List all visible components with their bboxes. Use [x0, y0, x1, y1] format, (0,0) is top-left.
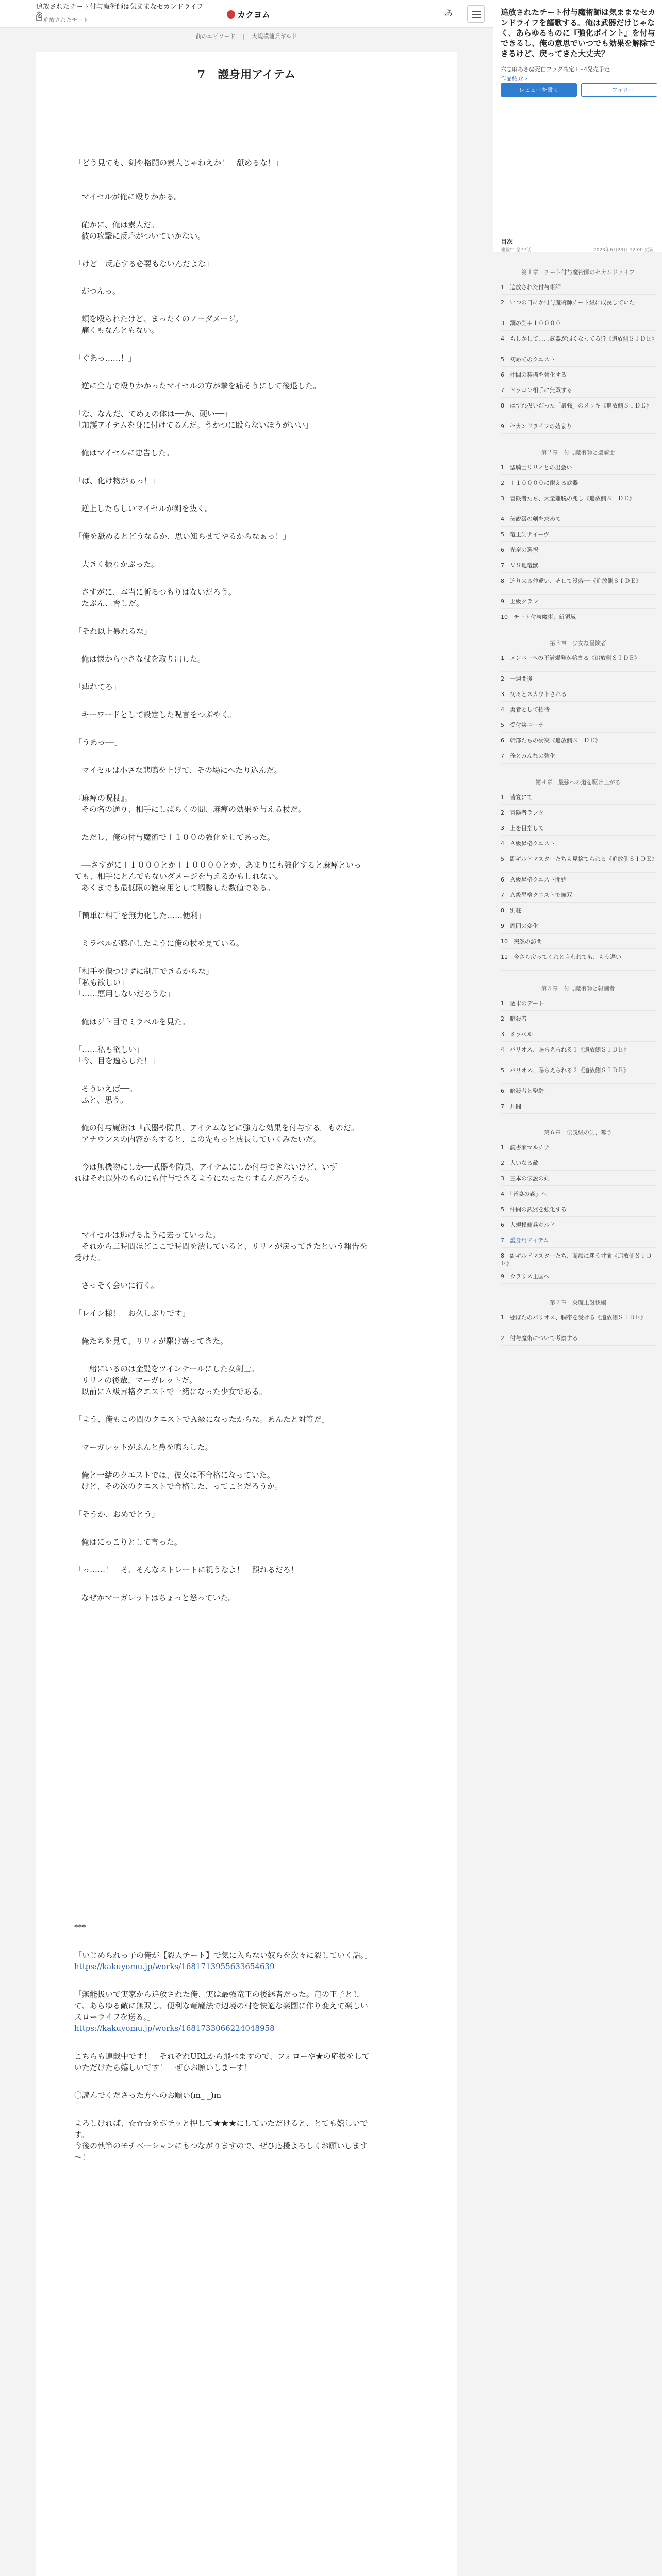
body-text-line: あくまでも最低限の護身用として調整した数値である。: [81, 883, 275, 892]
body-text-line: 「私も欲しい」: [74, 978, 129, 987]
work-link[interactable]: https://kakuyomu.jp/works/1681713955633654639: [74, 1962, 275, 1971]
body-text-line: がつんっ。: [81, 286, 121, 296]
work-info-card: [493, 0, 662, 252]
toc-episode-link[interactable]: 3 上を目指して: [501, 824, 655, 836]
toc-episode-link[interactable]: 5 バリオス、賜らえられる２《追放側ＳＩＤＥ》: [501, 1066, 655, 1084]
body-text-line: 「っ……！ そ、そんなストレートに祝うなよ！ 照れるだろ！」: [74, 1565, 306, 1574]
body-text-line: 「痺れてろ」: [74, 682, 121, 691]
language-toggle[interactable]: あ: [444, 8, 453, 18]
toc-episode-link[interactable]: 7 ドラゴン相手に無双する: [501, 386, 655, 398]
body-text-line: なぜかマーガレットはちょっと怒っていた。: [81, 1593, 236, 1602]
toc-episode-link[interactable]: 7 Ａ級昇格クエストで無双: [501, 891, 655, 903]
body-text-line: 受けた。: [74, 1253, 106, 1262]
body-text-line: ふと、思う。: [81, 1095, 128, 1105]
toc-section-heading: 第３章 少女な冒険者: [550, 640, 606, 647]
body-text-line: す。: [74, 2130, 89, 2139]
body-text-line: ミラベルが感心したように俺の杖を見ている。: [81, 939, 244, 948]
toc-episode-link[interactable]: 5 副ギルドマスターたちも見捨てられる《追放側ＳＩＤＥ》: [501, 855, 655, 873]
toc-episode-link[interactable]: 7 俺とみんなの強化: [501, 752, 655, 764]
toc-episode-link[interactable]: 2 付与魔術について考察する: [501, 1334, 655, 1346]
menu-icon-bar: [472, 11, 481, 12]
toc-episode-link[interactable]: 8 副ギルドマスターたち、商談に迷う寸前《追放側ＳＩＤＥ》: [501, 1252, 655, 1269]
body-text-line: 「簡単に相手を無力化した……便利」: [74, 911, 206, 920]
body-text-line: いただけたら嬉しいです！ ぜひお願いしまーす！: [74, 2063, 252, 2072]
body-text-line: ***: [74, 1923, 86, 1932]
toc-episode-link[interactable]: 6 光竜の選択: [501, 546, 655, 557]
body-text-line: ──さすがに＋１０００とか＋１００００とか、あまりにも強化すると麻痺といっ: [81, 860, 362, 870]
work-title[interactable]: 追放されたチート付与魔術師は気ままなセカンドライフを謳歌する。俺は武器だけじゃなく、あらゆるものに『強化ポイント』を付与できるし、俺の意思でいつでも効果を解除できるけど、戻ってきた大丈夫？: [501, 8, 656, 58]
menu-button[interactable]: [467, 5, 485, 23]
toc-episode-link[interactable]: 1 棚ぼたのバリオス、胴帯を受ける《追放側ＳＩＤＥ》: [501, 1314, 655, 1331]
toc-episode-link[interactable]: 1 追放された付与術師: [501, 283, 655, 295]
toc-episode-link[interactable]: 6 Ａ級昇格クエスト開始: [501, 876, 655, 887]
toc-episode-link[interactable]: 3 三本の伝説の剣: [501, 1175, 655, 1186]
episode-title-text: 護身用アイテム: [218, 68, 296, 81]
body-text-line: 俺はマイセルに忠告した。: [81, 448, 174, 457]
body-text-line: 一緒にいるのは金髪をツインテールにした女剣士。: [81, 1364, 259, 1374]
body-text-line: こちらも連載中です！ それぞれURLから飛べますので、フォローや★の応援をして: [74, 2052, 370, 2061]
toc-episode-link[interactable]: 6 仲間の装備を強化する: [501, 371, 655, 382]
body-text-line: その名の通り、相手にしばらくの間、麻痺の効果を与える杖だ。: [81, 805, 306, 814]
toc-episode-link[interactable]: 5 受付嬢ニーナ: [501, 721, 655, 733]
menu-icon-bar: [472, 17, 481, 18]
toc-episode-link[interactable]: 9 周囲の変化: [501, 922, 655, 934]
toc-episode-link[interactable]: 7 共闘: [501, 1103, 655, 1114]
body-text-line: 「けど一反応する必要もないんだよな」: [74, 259, 214, 268]
toc-episode-link[interactable]: 1 皆宴にて: [501, 793, 655, 805]
body-text-line: たぶん、脅しだ。: [81, 599, 144, 608]
body-text-line: 「今、目を逸らした！」: [74, 1056, 160, 1065]
toc-episode-link[interactable]: 9 セカンドライフの始まり: [501, 422, 655, 434]
body-text-line: 「いじめられっ子の俺が【殺人チート】で気に入らない奴らを次々に殺していく話。」: [74, 1951, 372, 1960]
toc-episode-link[interactable]: 11 今さら戻ってくれと言われても、もう遅い: [501, 953, 655, 971]
update-date: 2023年6月23日 12:00 更新: [593, 248, 654, 253]
body-text-line: スローライフを送る。」: [74, 2012, 155, 2022]
logo-text: カクヨム: [237, 10, 271, 20]
body-text-line: 「……悪用しないだろうな」: [74, 989, 175, 998]
author-name[interactable]: 六志麻あさ@死亡フラグ確定3～4発売予定: [501, 66, 610, 73]
body-text-line: さすがに、本当に斬るつもりはないだろう。: [81, 587, 236, 597]
episode-body: [36, 52, 457, 2576]
toc-episode-link[interactable]: 2 冒険者ランク: [501, 809, 655, 820]
body-text-line: 「な、なんだ、てめぇの体は──か、硬い──」: [74, 409, 232, 418]
toc-episode-link[interactable]: 4 もしかして……武器が弱くなってる!?《追放側ＳＩＤＥ》: [501, 335, 655, 352]
sidebar: [493, 0, 662, 2576]
body-text-line: 今後の執筆のモチベーションにもつながりますので、ぜひ応援よろしくお願いします: [74, 2141, 368, 2150]
body-text-line: ～！: [74, 2153, 90, 2162]
body-text-line: れはそれ以外のものにも付与できるようになったりするんだろうか。: [74, 1174, 315, 1183]
body-text-line: 今は無機物にしか──武器や防具、アイテムにしか付与できないけど、いず: [81, 1162, 337, 1172]
toc-episode-link[interactable]: 8 別荘: [501, 907, 655, 918]
toc-section-heading: 第５章 付与魔術師と報酬者: [541, 985, 615, 992]
toc-episode-link[interactable]: 10 チート付与魔術、新領域: [501, 613, 655, 624]
work-link[interactable]: https://kakuyomu.jp/works/1681733066224048958: [74, 2024, 275, 2033]
body-text-line: 「よう、俺もこの間のクエストでＡ級になったからな。あんたと対等だ」: [74, 1415, 329, 1424]
toc-section-heading: 第２章 付与魔術師と聖騎士: [541, 449, 615, 456]
body-text-line: よろしければ、☆☆☆をポチッと押して★★★にしていただけると、とても嬉しいで: [74, 2119, 368, 2128]
body-text-line: 「加護アイテムを身に付けてるんだ。うかつに殴らないほうがいい」: [74, 420, 313, 430]
prev-episode-label[interactable]: 前のエピソード: [195, 33, 236, 40]
body-text-line: 俺はにっこりとして言った。: [81, 1537, 182, 1547]
body-text-line: リリィの後輩、マーガレットだ。: [81, 1376, 197, 1385]
toc-heading: 目次: [501, 238, 514, 245]
body-text-line: マイセルが俺に殴りかかる。: [81, 192, 182, 201]
body-text-line: 「俺を舐めるとどうなるか、思い知らせてやるからなぁっ！」: [74, 532, 291, 541]
home-icon[interactable]: [36, 15, 42, 21]
body-text-line: 「うあっ──」: [74, 738, 122, 747]
toc-episode-link[interactable]: 4 Ａ級昇格クエスト: [501, 840, 655, 851]
body-text-line: マイセルは小さな悲鳴を上げて、その場にへたり込んだ。: [81, 766, 282, 775]
body-text-line: 俺は懐から小さな杖を取り出した。: [81, 654, 206, 664]
body-text-line: 以前にＡ級昇格クエストで一緒になった少女である。: [81, 1387, 267, 1396]
toc-episode-link[interactable]: 1 読書家マルチナ: [501, 1144, 655, 1155]
toc-episode-link[interactable]: 2 暗殺者: [501, 1015, 655, 1026]
episode-title: [36, 66, 457, 82]
body-text-line: 逆に全力で殴りかかったマイセルの方が拳を痛そうにして後退した。: [81, 381, 321, 391]
toc-episode-link[interactable]: 6 大規模傭兵ギルド: [501, 1221, 655, 1232]
toc-section-heading: 第１章 チート付与魔術師のセカンドライフ: [521, 269, 635, 276]
toc-episode-link[interactable]: 10 突然の訪問: [501, 938, 655, 949]
main-content: [0, 28, 493, 2576]
body-text-line: ても、相手にとんでもないダメージを与えるかもしれない。: [74, 872, 283, 881]
work-title-link[interactable]: 追放されたチート付与魔術師は気ままなセカンドライフを: [36, 3, 204, 19]
body-text-line: 彼の攻撃に反応がついていかない。: [81, 231, 206, 241]
toc-episode-link[interactable]: 2 大いなる敵: [501, 1159, 655, 1171]
toc-episode-link[interactable]: 2 いつの日にか付与魔術師チート級に成長していた: [501, 299, 655, 316]
body-text-line: 痛くもなんともない。: [81, 326, 159, 335]
body-text-line: 「相手を傷つけずに制圧できるからな」: [74, 967, 214, 976]
body-text-line: 「そうか、おめでとう」: [74, 1510, 160, 1519]
body-text-line: ただし、俺の付与魔術で＋１００の強化をしてあった。: [81, 833, 275, 842]
body-text-line: 「レイン様！ お久しぶりです」: [74, 1309, 190, 1318]
toc-episode-link[interactable]: 3 鋼の剣＋１００００: [501, 319, 655, 331]
body-text-line: 「……私も欲しい」: [74, 1045, 144, 1054]
body-text-line: 俺と一緒のクエストでは、彼女は不合格になっていた。: [81, 1470, 275, 1480]
toc-episode-link[interactable]: 1 メンバーへの不満爆発が始まる《追放側ＳＩＤＥ》: [501, 654, 655, 672]
episode-count: 連載中 全77話: [501, 248, 532, 253]
body-text-line: アナウンスの内容からすると、この先もっと成長していくみたいだ。: [81, 1134, 321, 1144]
toc-episode-link[interactable]: 4 「皆宴の森」へ: [501, 1190, 655, 1201]
toc-episode-link[interactable]: 5 仲間の武器を強化する: [501, 1206, 655, 1217]
toc-episode-link[interactable]: 5 竜王剣ナイーヴ: [501, 531, 655, 542]
toc-episode-link[interactable]: 2 一週間後: [501, 675, 655, 686]
write-review-button[interactable]: レビューを書く: [501, 83, 577, 97]
body-text-line: それから二時間ほどここで時間を潰していると、リリィが戻ってきたという報告を: [81, 1242, 368, 1251]
toc-section-heading: 第７章 災魔王討伐編: [550, 1299, 606, 1306]
toc-episode-link[interactable]: 8 はずれ扱いだった「最強」のメッキ《追放側ＳＩＤＥ》: [501, 402, 655, 419]
body-text-line: マイセルは逃げるように去っていった。: [81, 1230, 221, 1240]
work-subtitle-link[interactable]: 追放されたチート: [43, 16, 89, 23]
toc-episode-link[interactable]: 3 ミラベル: [501, 1030, 655, 1042]
body-text-line: キーワードとして設定した呪言をつぶやく。: [81, 710, 236, 719]
toc-episode-link[interactable]: 6 幹部たちの衝突《追放側ＳＩＤＥ》: [501, 737, 655, 748]
toc-episode-link[interactable]: 5 初めてのクエスト: [501, 355, 655, 367]
toc-episode-link[interactable]: 8 迫り来る仲違い、そして没落──《追放側ＳＩＤＥ》: [501, 577, 655, 595]
work-meta: [501, 246, 655, 253]
toc-episode-link[interactable]: 3 冒険者たち、大量離脱の兆し《追放側ＳＩＤＥ》: [501, 495, 655, 512]
body-text-line: 確かに、俺は素人だ。: [81, 220, 159, 229]
toc-episode-link[interactable]: 9 上級クラン: [501, 598, 655, 609]
body-text-line: さっそく会いに行く。: [81, 1281, 159, 1290]
body-text-line: けど、その次のクエストで合格した、ってことだろうか。: [81, 1482, 283, 1491]
toc-episode-link[interactable]: 1 聖騎士リリィとの出会い: [501, 464, 655, 475]
toc-episode-link[interactable]: 3 初々とスカウトされる: [501, 690, 655, 702]
menu-icon-bar: [472, 14, 481, 15]
toc-episode-link[interactable]: 4 勇者として招待: [501, 706, 655, 717]
toc-episode-link[interactable]: 1 週末のデート: [501, 999, 655, 1011]
body-text-line: マーガレットがふんと鼻を鳴らした。: [81, 1443, 213, 1452]
body-text-line: 〇読んでくださった方へのお願い(m_ _)m: [74, 2091, 221, 2100]
follow-button[interactable]: ＋ フォロー: [581, 83, 657, 97]
toc-episode-link[interactable]: 4 伝説級の剣を求めて: [501, 515, 655, 527]
body-text-line: 「ば、化け物がぁっ！」: [74, 476, 160, 485]
body-text-line: そういえば──。: [81, 1084, 138, 1093]
logo-icon: [227, 10, 235, 19]
toc-episode-link[interactable]: 4 バリオス、賜らえられる１《追放側ＳＩＤＥ》: [501, 1046, 655, 1063]
body-text-line: 頬を殴られたけど、まったくのノーダメージ。: [81, 314, 243, 324]
toc-episode-link[interactable]: 9 ウラリス王国へ: [501, 1273, 655, 1284]
toc-episode-link[interactable]: 7 ＶＳ地竜獣: [501, 562, 655, 573]
toc-episode-link[interactable]: 2 ＋１００００に耐える武器: [501, 479, 655, 490]
body-text-line: 「ぐあっ……！」: [74, 353, 136, 363]
prev-episode-title[interactable]: 大規模傭兵ギルド: [252, 33, 297, 40]
body-text-line: 大きく振りかぶった。: [81, 560, 159, 569]
body-text-line: 「無能扱いで実家から追放された俺、実は最強竜王の後継者だった。竜の王子とし: [74, 1990, 361, 1999]
body-text-line: 「どう見ても、剣や格闘の素人じゃねえか！ 舐めるな！」: [74, 158, 284, 167]
toc-section-heading: 第４章 最強への道を駆け上がる: [535, 779, 621, 786]
body-text-line: 『麻痺の呪杖』。: [74, 793, 133, 803]
body-text-line: 俺の付与魔術は『武器や防具、アイテムなどに強力な効果を付与する』ものだ。: [81, 1123, 359, 1132]
body-text-line: 「それ以上暴れるな」: [74, 626, 152, 636]
toc-episode-link[interactable]: 6 暗殺者と聖騎士: [501, 1087, 655, 1098]
body-text-line: て、あらゆる敵に無双し、便利な竜魔法で辺境の村を快適な楽園に作り変えて楽しい: [74, 2001, 368, 2010]
body-text-line: 逆上したらしいマイセルが剣を抜く。: [81, 504, 212, 513]
body-text-line: 俺はジト目でミラベルを見た。: [81, 1017, 190, 1026]
toc-section-heading: 第６章 伝説級の剣、奪う: [544, 1129, 612, 1136]
body-text-line: 俺たちを見て、リリィが駆け寄ってきた。: [81, 1336, 228, 1346]
episode-number: 7: [197, 68, 206, 81]
kakuyomu-logo[interactable]: [227, 8, 270, 20]
toc-episode-link[interactable]: 7 護身用アイテム: [501, 1236, 655, 1248]
previous-episode-nav: 前のエピソード | 大規模傭兵ギルド: [195, 33, 297, 40]
work-intro-link[interactable]: 作品紹介 ›: [501, 75, 527, 82]
